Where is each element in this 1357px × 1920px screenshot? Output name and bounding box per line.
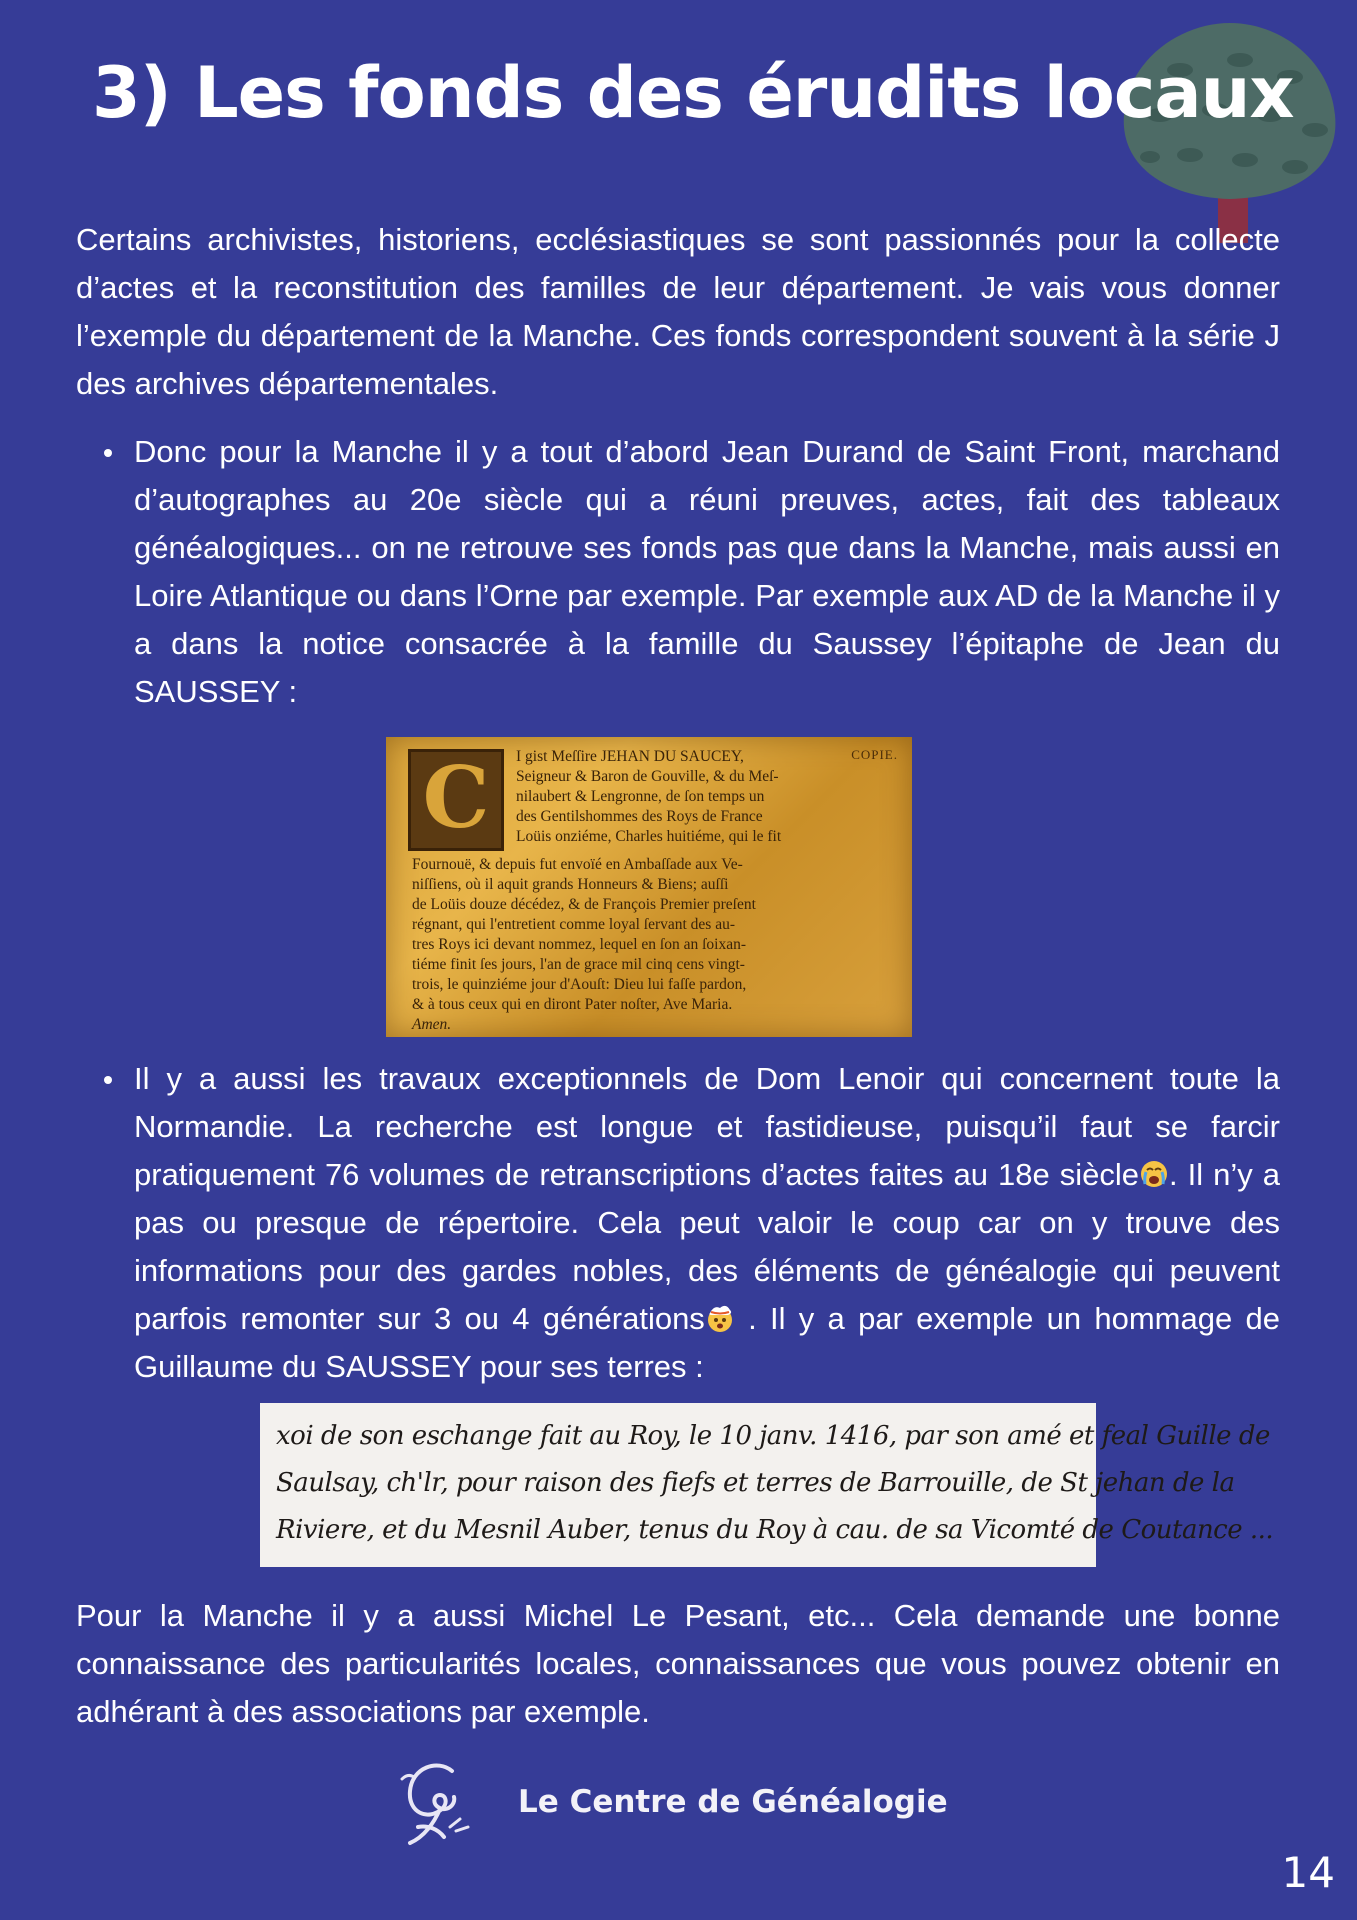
crying-face-icon bbox=[1139, 1159, 1169, 1189]
epitaph-line: tres Roys ici devant nommez, lequel en ſon an ſoixan- bbox=[412, 936, 747, 953]
bullet-item-durand bbox=[76, 428, 1280, 716]
bullet-text-lenoir-3: . Il y a par exemple un hommage de Guillaume du SAUSSEY pour ses terres : bbox=[134, 1301, 1280, 1384]
epitaph-line: niſſiens, où il aquit grands Honneurs & Biens; auſſi bbox=[412, 876, 729, 893]
footer-brand-name: Le Centre de Généalogie bbox=[518, 1784, 948, 1820]
epitaph-line: Fournouë, & depuis fut envoïé en Ambaſſade aux Ve- bbox=[412, 856, 743, 873]
bullet-dot-icon bbox=[104, 449, 112, 457]
epitaph-line: Loüis onziéme, Charles huitiéme, qui le fit bbox=[516, 828, 782, 845]
bullet-text-lenoir-2: . Il n’y a pas ou presque de répertoire. Cela peut valoir le coup car on y trouve des informations pour des gardes nobles, des éléments de généalogie qui peuvent parfois remonter sur 3 ou 4 générations bbox=[134, 1157, 1280, 1336]
bullet-dot-icon bbox=[104, 1076, 112, 1084]
epitaph-capital-letter: C bbox=[408, 749, 504, 851]
epitaph-line: tiéme finit ſes jours, l'an de grace mil cinq cens vingt- bbox=[412, 956, 745, 973]
epitaph-line: I gist Meſſire JEHAN DU SAUCEY, bbox=[516, 748, 744, 765]
hommage-scan-image bbox=[260, 1403, 1274, 1567]
page-number: 14 bbox=[1281, 1848, 1335, 1897]
outro-paragraph: Pour la Manche il y a aussi Michel Le Pesant, etc... Cela demande une bonne connaissance des particularités locales, connaissances que vous pouvez obtenir en adhérant à des associations par exemple. bbox=[76, 1598, 1280, 1729]
epitaph-line: des Gentilshommes des Roys de France bbox=[516, 808, 763, 825]
epitaph-copie-label: COPIE. bbox=[851, 747, 898, 762]
bullet-list-1 bbox=[76, 428, 1280, 716]
hommage-line: Saulsay, ch'lr, pour raison des fiefs et terres de Barrouille, de St jehan de la bbox=[276, 1468, 1235, 1498]
epitaph-line: régnant, qui l'entretient comme loyal ſervant des au- bbox=[412, 916, 736, 933]
epitaph-line: nilaubert & Lengronne, de ſon temps un bbox=[516, 788, 765, 805]
epitaph-line: Seigneur & Baron de Gouville, & du Meſ- bbox=[516, 768, 779, 785]
page-title: 3) Les fonds des érudits locaux bbox=[92, 52, 1294, 134]
bullet-list-2 bbox=[76, 1055, 1280, 1391]
bullet-text-durand: Donc pour la Manche il y a tout d’abord Jean Durand de Saint Front, marchand d’autographes au 20e siècle qui a réuni preuves, actes, fait des tableaux généalogiques... on ne retrouve ses fonds pas que dans la Manche, mais aussi en Loire Atlantique ou dans l’Orne par exemple. Par exemple aux AD de la Manche il y a dans la notice consacrée à la famille du Saussey l’épitaphe de Jean du SAUSSEY : bbox=[134, 434, 1280, 709]
intro-paragraph: Certains archivistes, historiens, ecclésiastiques se sont passionnés pour la collecte d’actes et la reconstitution des familles de leur département. Je vais vous donner l’exemple du département de la Manche. Ces fonds correspondent souvent à la série J des archives départementales. bbox=[76, 222, 1280, 401]
hommage-line: xoi de son eschange fait au Roy, le 10 janv. 1416, par son amé et feal Guille de bbox=[276, 1421, 1270, 1451]
bullet-item-lenoir bbox=[76, 1055, 1280, 1391]
epitaph-line: & à tous ceux qui en diront Pater noſter, Ave Maria. bbox=[412, 996, 733, 1013]
centre-genealogie-logo-icon bbox=[394, 1757, 474, 1847]
hommage-line: Riviere, et du Mesnil Auber, tenus du Roy à cau. de sa Vicomté de Coutance ... bbox=[276, 1515, 1274, 1545]
epitaph-line: de Loüis douze décédez, & de François Premier preſent bbox=[412, 896, 756, 913]
exploding-head-icon bbox=[705, 1303, 735, 1333]
epitaph-line: trois, le quinziéme jour d'Aouſt: Dieu lui faſſe pardon, bbox=[412, 976, 747, 993]
bullet-text-lenoir-1: Il y a aussi les travaux exceptionnels de Dom Lenoir qui concernent toute la Normandie. La recherche est longue et fastidieuse, puisqu’il faut se farcir pratiquement 76 volumes de retranscriptions d’actes faites au 18e siècle bbox=[134, 1061, 1280, 1192]
epitaph-scan-image bbox=[386, 737, 912, 1037]
epitaph-line: Amen. bbox=[412, 1016, 452, 1033]
